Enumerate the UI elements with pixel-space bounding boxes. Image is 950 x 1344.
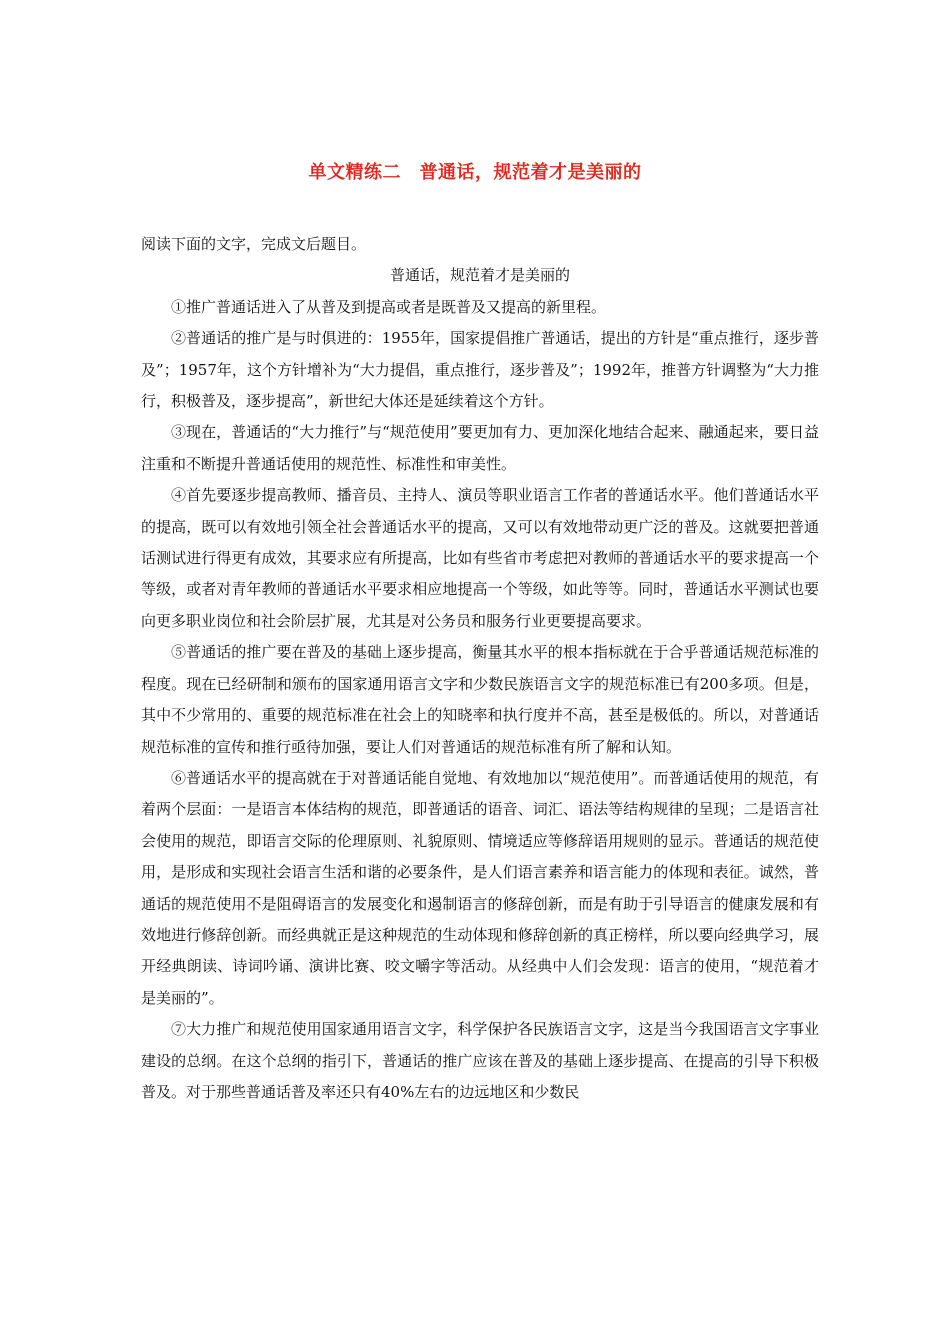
paragraph-2: ②普通话的推广是与时俱进的：1955年，国家提倡推广普通话，提出的方针是“重点推行，逐步普及”；1957年，这个方针增补为“大力提倡，重点推行，逐步普及”；1992年，推普方针调整为“大力推行，积极普及，逐步提高”，新世纪大体还是延续着这个方针。 — [141, 329, 819, 411]
paragraph-6: ⑥普通话水平的提高就在于对普通话能自觉地、有效地加以“规范使用”。而普通话使用的规范，有着两个层面：一是语言本体结构的规范，即普通话的语音、词汇、语法等结构规律的呈现；二是语言社会使用的规范，即语言交际的伦理原则、礼貌原则、情境适应等修辞语用规则的显示。普通话的规范使用，是形成和实现社会语言生活和谐的必要条件，是人们语言素养和语言能力的体现和表征。诚然，普通话的规范使用不是阻碍语言的发展变化和遏制语言的修辞创新，而是有助于引导语言的健康发展和有效地进行修辞创新。而经典就正是这种规范的生动体现和修辞创新的真正榜样，所以要向经典学习，展开经典朗读、诗词吟诵、演讲比赛、咬文嚼字等活动。从经典中人们会发现：语言的使用，“规范着才是美丽的”。 — [141, 768, 819, 1007]
paragraph-7: ⑦大力推广和规范使用国家通用语言文字，科学保护各民族语言文字，这是当今我国语言文字事业建设的总纲。在这个总纲的指引下，普通话的推广应该在普及的基础上逐步提高、在提高的引导下积极普及。对于那些普通话普及率还只有40%左右的边远地区和少数民 — [141, 1020, 819, 1101]
page-title: 单文精练二 普通话，规范着才是美丽的 — [308, 162, 642, 183]
paragraph-4: ④首先要逐步提高教师、播音员、主持人、演员等职业语言工作者的普通话水平。他们普通话水平的提高，既可以有效地引领全社会普通话水平的提高，又可以有效地带动更广泛的普及。这就要把普通话测试进行得更有成效，其要求应有所提高，比如有些省市考虑把对教师的普通话水平的要求提高一个等级，或者对青年教师的普通话水平要求相应地提高一个等级，如此等等。同时，普通话水平测试也要向更多职业岗位和社会阶层扩展，尤其是对公务员和服务行业更要提高要求。 — [141, 486, 819, 630]
article-title: 普通话，规范着才是美丽的 — [389, 266, 570, 285]
instruction-text: 阅读下面的文字，完成文后题目。 — [141, 235, 367, 253]
paragraph-5: ⑤普通话的推广要在普及的基础上逐步提高，衡量其水平的根本指标就在于合乎普通话规范标准的程度。现在已经研制和颁布的国家通用语言文字和少数民族语言文字的规范标准已有200多项。但是，其中不少常用的、重要的规范标准在社会上的知晓率和执行度并不高，甚至是极低的。所以，对普通话规范标准的宣传和推行亟待加强，要让人们对普通话的规范标准有所了解和认知。 — [141, 643, 819, 756]
paragraph-3: ③现在，普通话的“大力推行”与“规范使用”要更加有力、更加深化地结合起来、融通起来，要日益注重和不断提升普通话使用的规范性、标准性和审美性。 — [141, 423, 819, 473]
paragraph-1: ①推广普通话进入了从普及到提高或者是既普及又提高的新里程。 — [171, 297, 607, 316]
document-body — [141, 229, 819, 1108]
